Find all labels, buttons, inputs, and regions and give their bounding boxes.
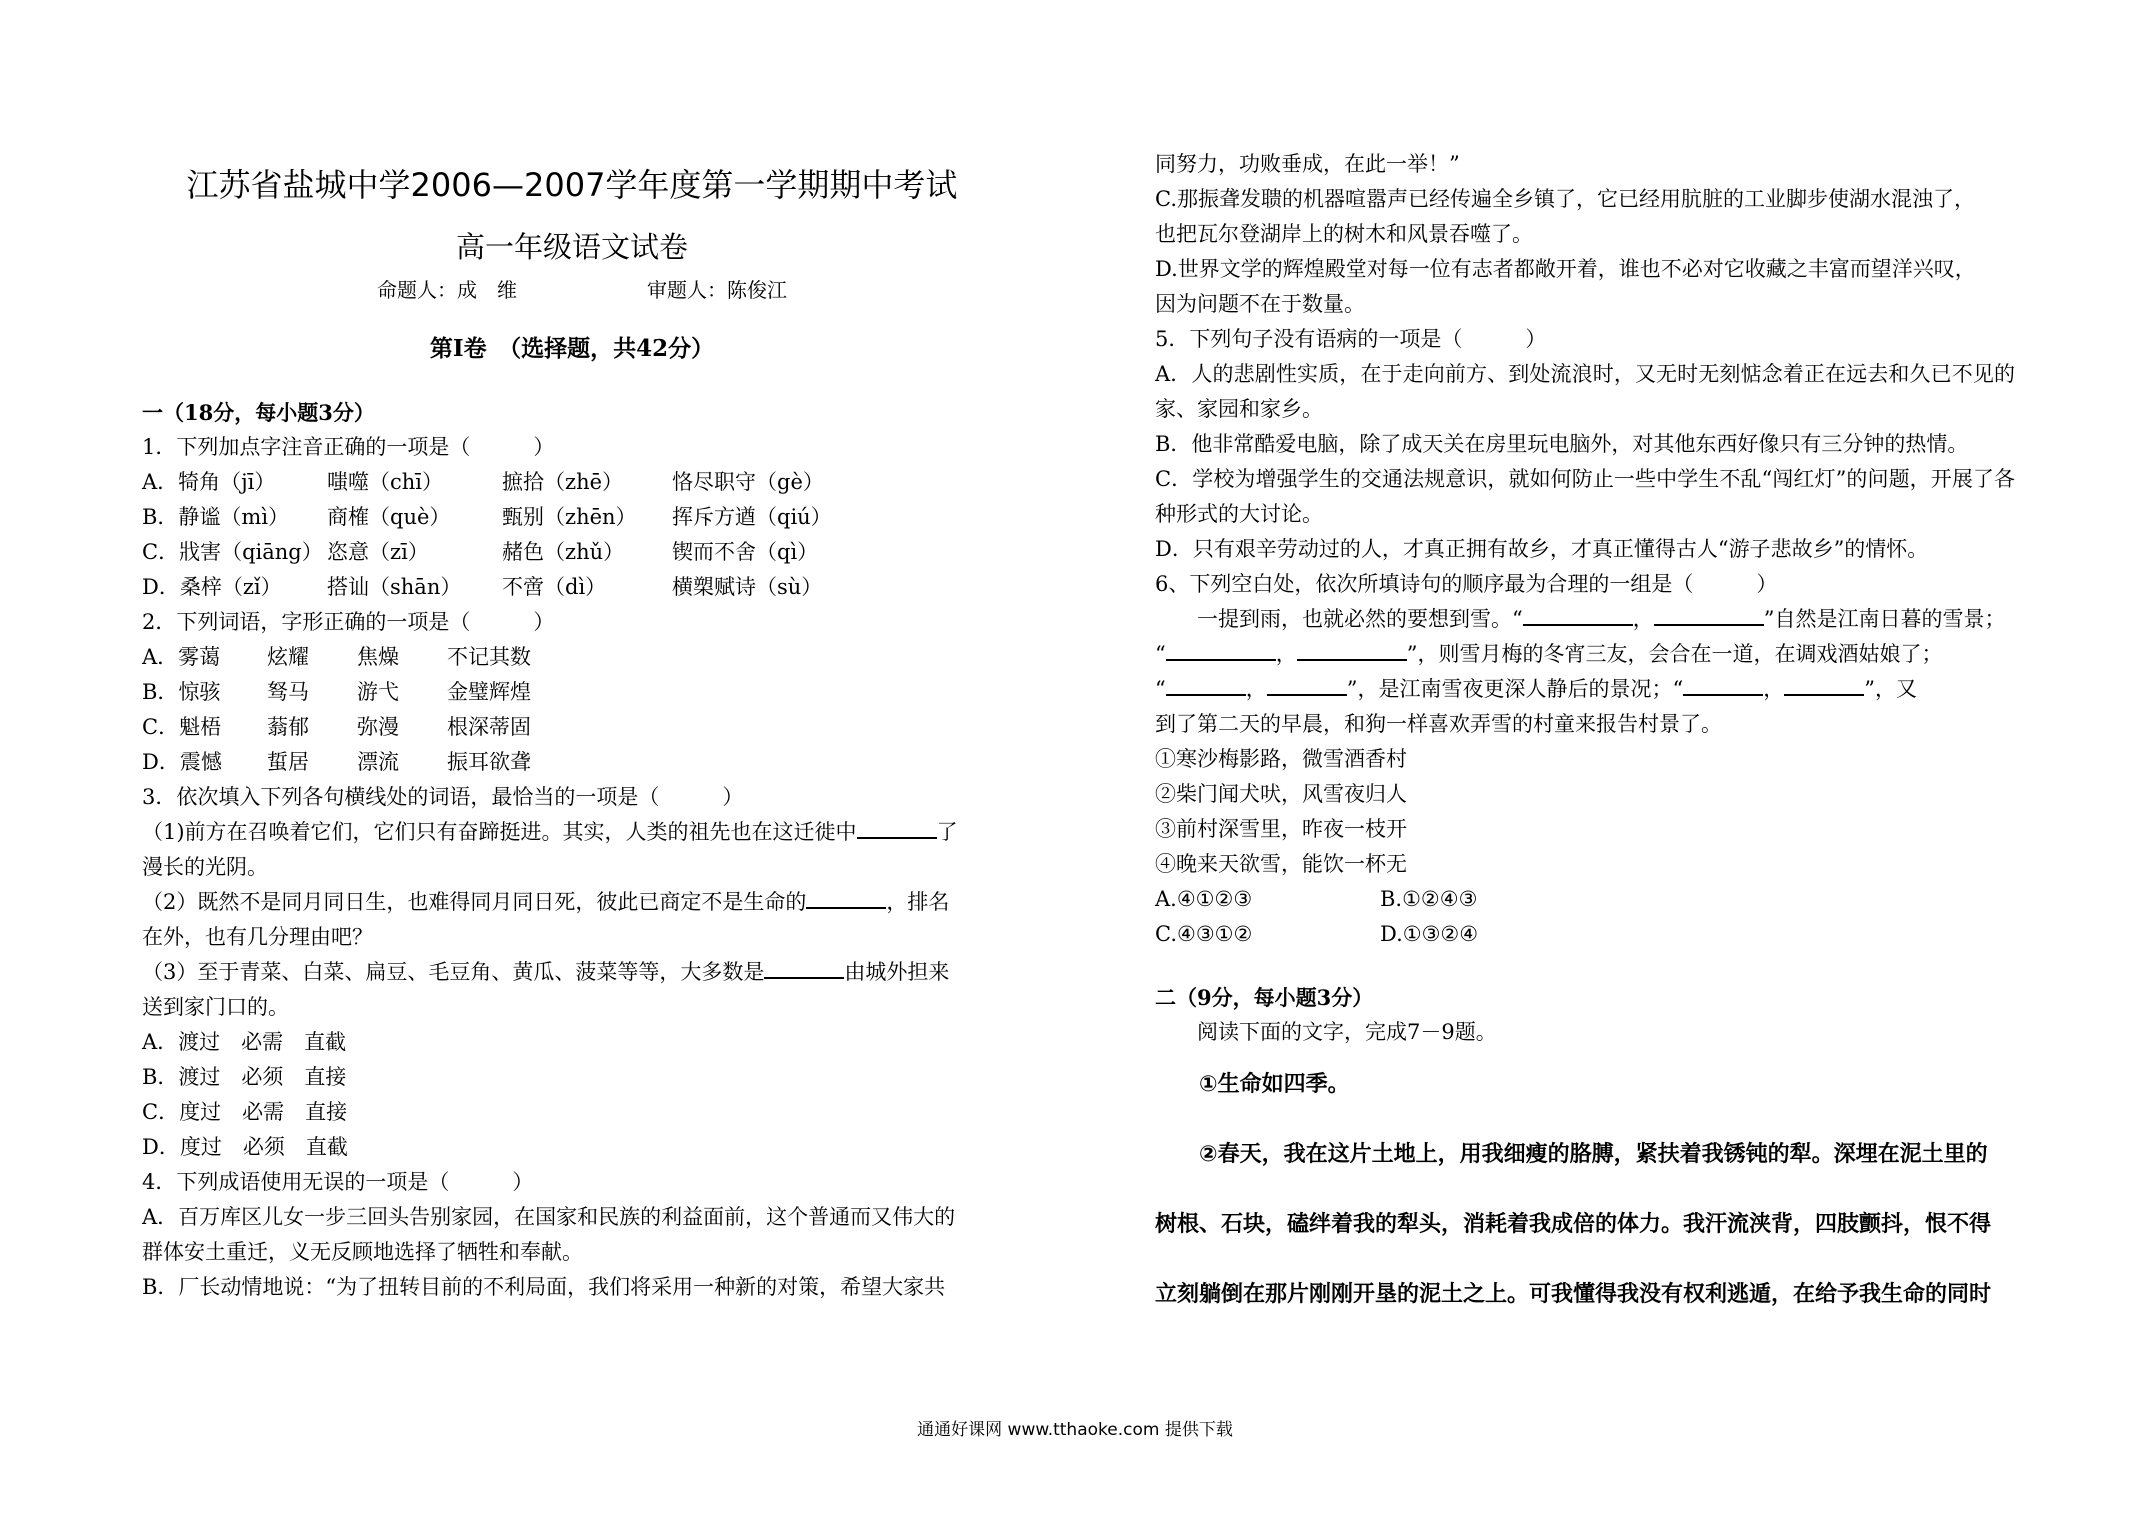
- q1-option-cell: B．静谧（mì）: [142, 505, 290, 529]
- q4-option-a-line2: 群体安土重迁，义无反顾地选择了牺牲和奉献。: [142, 1240, 583, 1264]
- blank: [1166, 672, 1246, 696]
- q4-option-b-line2: 同努力，功败垂成，在此一举！”: [1155, 152, 1460, 176]
- blank: [1683, 672, 1763, 696]
- q6-option-a: A.④①②③: [1155, 887, 1253, 911]
- q3-option-c: C．度过 必需 直接: [142, 1100, 348, 1124]
- q6-item-2: ②柴门闻犬吠，风雪夜归人: [1155, 782, 1407, 806]
- q1-option-cell: 恣意（zī）: [327, 540, 429, 564]
- blank: [857, 815, 937, 839]
- q5-stem: 5．下列句子没有语病的一项是（ ）: [1155, 327, 1547, 351]
- part-heading: 第Ⅰ卷 （选择题，共42分）: [429, 335, 715, 362]
- exam-title: 江苏省盐城中学2006—2007学年度第一学期期中考试: [186, 166, 958, 204]
- q3-sentence3: [142, 955, 1002, 990]
- q6-text: ”自然是江南日暮的雪景；: [1763, 607, 2006, 631]
- q1-option-cell: 嗤噬（chī）: [327, 470, 444, 494]
- q2-option-row: [142, 640, 1002, 675]
- q6-comma: ，: [1245, 677, 1267, 701]
- q2-stem: 2．下列词语，字形正确的一项是（ ）: [142, 610, 555, 634]
- q6-item-4: ④晚来天欲雪，能饮一杯无: [1155, 852, 1407, 876]
- q2-option-cell: D．震憾: [142, 750, 222, 774]
- passage-para1: ①生命如四季。: [1199, 1072, 1350, 1097]
- q1-option-cell: 摭拾（zhē）: [502, 470, 624, 494]
- q4-option-d-line1: D.世界文学的辉煌殿堂对每一位有志者都敞开着，谁也不必对它收藏之丰富而望洋兴叹，: [1155, 257, 1976, 281]
- q2-option-cell: 驽马: [267, 680, 309, 704]
- q6-passage-line4: 到了第二天的早晨，和狗一样喜欢弄雪的村童来报告村景了。: [1155, 712, 1722, 736]
- q2-option-row: [142, 745, 1002, 780]
- q2-option-cell: 振耳欲聋: [447, 750, 531, 774]
- q1-option-cell: 锲而不舍（qì）: [672, 540, 819, 564]
- q1-option-row: [142, 535, 1002, 570]
- q6-text: “: [1155, 642, 1166, 666]
- q5-option-b: B．他非常酷爱电脑，除了成天关在房里玩电脑外，对其他东西好像只有三分钟的热情。: [1155, 432, 1969, 456]
- reviewer: 审题人：陈俊江: [647, 278, 787, 302]
- section2-heading: 二（9分，每小题3分）: [1155, 985, 1374, 1010]
- q2-option-cell: 游弋: [357, 680, 399, 704]
- q2-option-cell: 根深蒂固: [447, 715, 531, 739]
- q1-option-cell: 商榷（què）: [327, 505, 451, 529]
- q6-passage-line2: [1155, 637, 2015, 672]
- q1-option-cell: A．犄角（jī）: [142, 470, 276, 494]
- blank: [1297, 637, 1407, 661]
- q3-s1-tail: 了: [936, 820, 958, 844]
- exam-subtitle: 高一年级语文试卷: [455, 230, 688, 264]
- q2-option-cell: 炫耀: [267, 645, 309, 669]
- q3-s1-cont: 漫长的光阴。: [142, 855, 268, 879]
- reading-passage: [1155, 1050, 2015, 1330]
- q3-s3-text: （3）至于青菜、白菜、扁豆、毛豆角、黄瓜、菠菜等等，大多数是: [142, 960, 765, 984]
- q1-option-row: [142, 465, 1002, 500]
- q6-option-c: C.④③①②: [1155, 922, 1253, 946]
- q2-option-cell: 蓊郁: [267, 715, 309, 739]
- q6-text: ”，又: [1864, 677, 1917, 701]
- q5-option-a: A．人的悲剧性实质，在于走向前方、到处流浪时，又无时无刻惦念着正在远去和久已不见的家、家园和家乡。: [1155, 362, 2015, 421]
- q3-sentence2: [142, 885, 1002, 920]
- author: 命题人：成 维: [377, 278, 517, 302]
- q6-option-b: B.①②④③: [1380, 887, 1478, 911]
- q3-option-d: D．度过 必须 直截: [142, 1135, 348, 1159]
- q6-text: “: [1155, 677, 1166, 701]
- q3-option-b: B．渡过 必须 直接: [142, 1065, 347, 1089]
- q1-option-cell: 恪尽职守（gè）: [672, 470, 824, 494]
- q4-option-d-line2: 因为问题不在于数量。: [1155, 292, 1365, 316]
- q1-option-cell: D．桑梓（zǐ）: [142, 575, 282, 599]
- q2-options: [142, 640, 1002, 780]
- q1-option-cell: 横槊赋诗（sù）: [672, 575, 823, 599]
- q6-comma: ，: [1763, 677, 1785, 701]
- section2-intro: 阅读下面的文字，完成7－9题。: [1197, 1020, 1497, 1044]
- q3-s3-tail: 由城外担来: [844, 960, 950, 984]
- q1-options: [142, 465, 1002, 605]
- q6-comma: ，: [1275, 642, 1297, 666]
- q2-option-cell: C．魁梧: [142, 715, 222, 739]
- right-column: [1155, 147, 2015, 1330]
- passage-para2-line3: 立刻躺倒在那片刚刚开垦的泥土之上。可我懂得我没有权利逃遁，在给予我生命的同时: [1155, 1282, 1992, 1307]
- q5-option-c: C．学校为增强学生的交通法规意识，就如何防止一些中学生不乱“闯红灯”的问题，开展了各种形式的大讨论。: [1155, 467, 2015, 526]
- q2-option-cell: 焦燥: [357, 645, 399, 669]
- blank: [1523, 602, 1633, 626]
- q2-option-cell: B．惊骇: [142, 680, 221, 704]
- q6-comma: ，: [1632, 607, 1654, 631]
- blank: [1166, 637, 1276, 661]
- left-column: [142, 155, 1002, 1305]
- q3-s3-cont: 送到家门口的。: [142, 995, 289, 1019]
- q4-option-a-line1: A．百万库区儿女一步三回头告别家园，在国家和民族的利益面前，这个普通而又伟大的: [142, 1205, 956, 1229]
- q3-sentence1: [142, 815, 1002, 850]
- setters-line: [142, 275, 1002, 305]
- q1-option-cell: 赭色（zhǔ）: [502, 540, 625, 564]
- blank: [764, 955, 844, 979]
- q1-option-row: [142, 500, 1002, 535]
- q6-stem: 6、下列空白处，依次所填诗句的顺序最为合理的一组是（ ）: [1155, 572, 1778, 596]
- passage-para2-line1: ②春天，我在这片土地上，用我细瘦的胳膊，紧扶着我锈钝的犁。深埋在泥土里的: [1199, 1142, 1988, 1167]
- q6-passage-line1: [1155, 602, 2015, 637]
- q2-option-cell: 弥漫: [357, 715, 399, 739]
- q6-item-3: ③前村深雪里，昨夜一枝开: [1155, 817, 1407, 841]
- q6-option-d: D.①③②④: [1380, 922, 1479, 946]
- q4-option-b-line1: B．厂长动情地说：“为了扭转目前的不利局面，我们将采用一种新的对策，希望大家共: [142, 1275, 946, 1299]
- section1-heading: 一（18分，每小题3分）: [142, 400, 375, 425]
- q2-option-cell: 不记其数: [447, 645, 531, 669]
- q1-stem: 1．下列加点字注音正确的一项是（ ）: [142, 435, 555, 459]
- q2-option-row: [142, 710, 1002, 745]
- q5-option-d: D．只有艰辛劳动过的人，才真正拥有故乡，才真正懂得古人“游子悲故乡”的情怀。: [1155, 537, 1929, 561]
- q3-stem: 3．依次填入下列各句横线处的词语，最恰当的一项是（ ）: [142, 785, 744, 809]
- q3-s2-text: （2）既然不是同月同日生，也难得同月同日死，彼此已商定不是生命的: [142, 890, 807, 914]
- blank: [1654, 602, 1764, 626]
- q2-option-cell: A．雾蔼: [142, 645, 221, 669]
- blank: [1267, 672, 1347, 696]
- q6-text: 一提到雨，也就必然的要想到雪。“: [1197, 607, 1523, 631]
- q4-stem: 4．下列成语使用无误的一项是（ ）: [142, 1170, 534, 1194]
- q6-options-row2: [1155, 917, 2015, 952]
- q1-option-cell: 不啻（dì）: [502, 575, 607, 599]
- q1-option-cell: C．戕害（qiāng）: [142, 540, 323, 564]
- q6-text: ”，则雪月梅的冬宵三友，会合在一道，在调戏酒姑娘了；: [1406, 642, 1943, 666]
- blank: [806, 885, 886, 909]
- q3-s2-cont: 在外，也有几分理由吧？: [142, 925, 373, 949]
- q4-option-c-line2: 也把瓦尔登湖岸上的树木和风景吞噬了。: [1155, 222, 1533, 246]
- q3-s1-text: （1)前方在召唤着它们，它们只有奋蹄挺进。其实，人类的祖先也在这迁徙中: [142, 820, 857, 844]
- q1-option-row: [142, 570, 1002, 605]
- q1-option-cell: 甄别（zhēn）: [502, 505, 637, 529]
- q4-option-c-line1: C.那振聋发聩的机器喧嚣声已经传遍全乡镇了，它已经用肮脏的工业脚步使湖水混浊了，: [1155, 187, 1975, 211]
- q6-passage-line3: [1155, 672, 2015, 707]
- q1-option-cell: 搭讪（shān）: [327, 575, 462, 599]
- q3-option-a: A．渡过 必需 直截: [142, 1030, 347, 1054]
- passage-para2-line2: 树根、石块，磕绊着我的犁头，消耗着我成倍的体力。我汗流浃背，四肢颤抖，恨不得: [1155, 1212, 1992, 1237]
- q1-option-cell: 挥斥方遒（qiú）: [672, 505, 832, 529]
- q2-option-row: [142, 675, 1002, 710]
- q6-item-1: ①寒沙梅影路，微雪酒香村: [1155, 747, 1407, 771]
- q2-option-cell: 漂流: [357, 750, 399, 774]
- q3-s2-tail: ，排名: [886, 890, 950, 914]
- q6-text: ”，是江南雪夜更深人静后的景况；“: [1346, 677, 1684, 701]
- q2-option-cell: 蜇居: [267, 750, 309, 774]
- q2-option-cell: 金璧辉煌: [447, 680, 531, 704]
- blank: [1784, 672, 1864, 696]
- footer-download-note: 通通好课网 www.tthaoke.com 提供下载: [917, 1420, 1233, 1440]
- q6-options-row1: [1155, 882, 2015, 917]
